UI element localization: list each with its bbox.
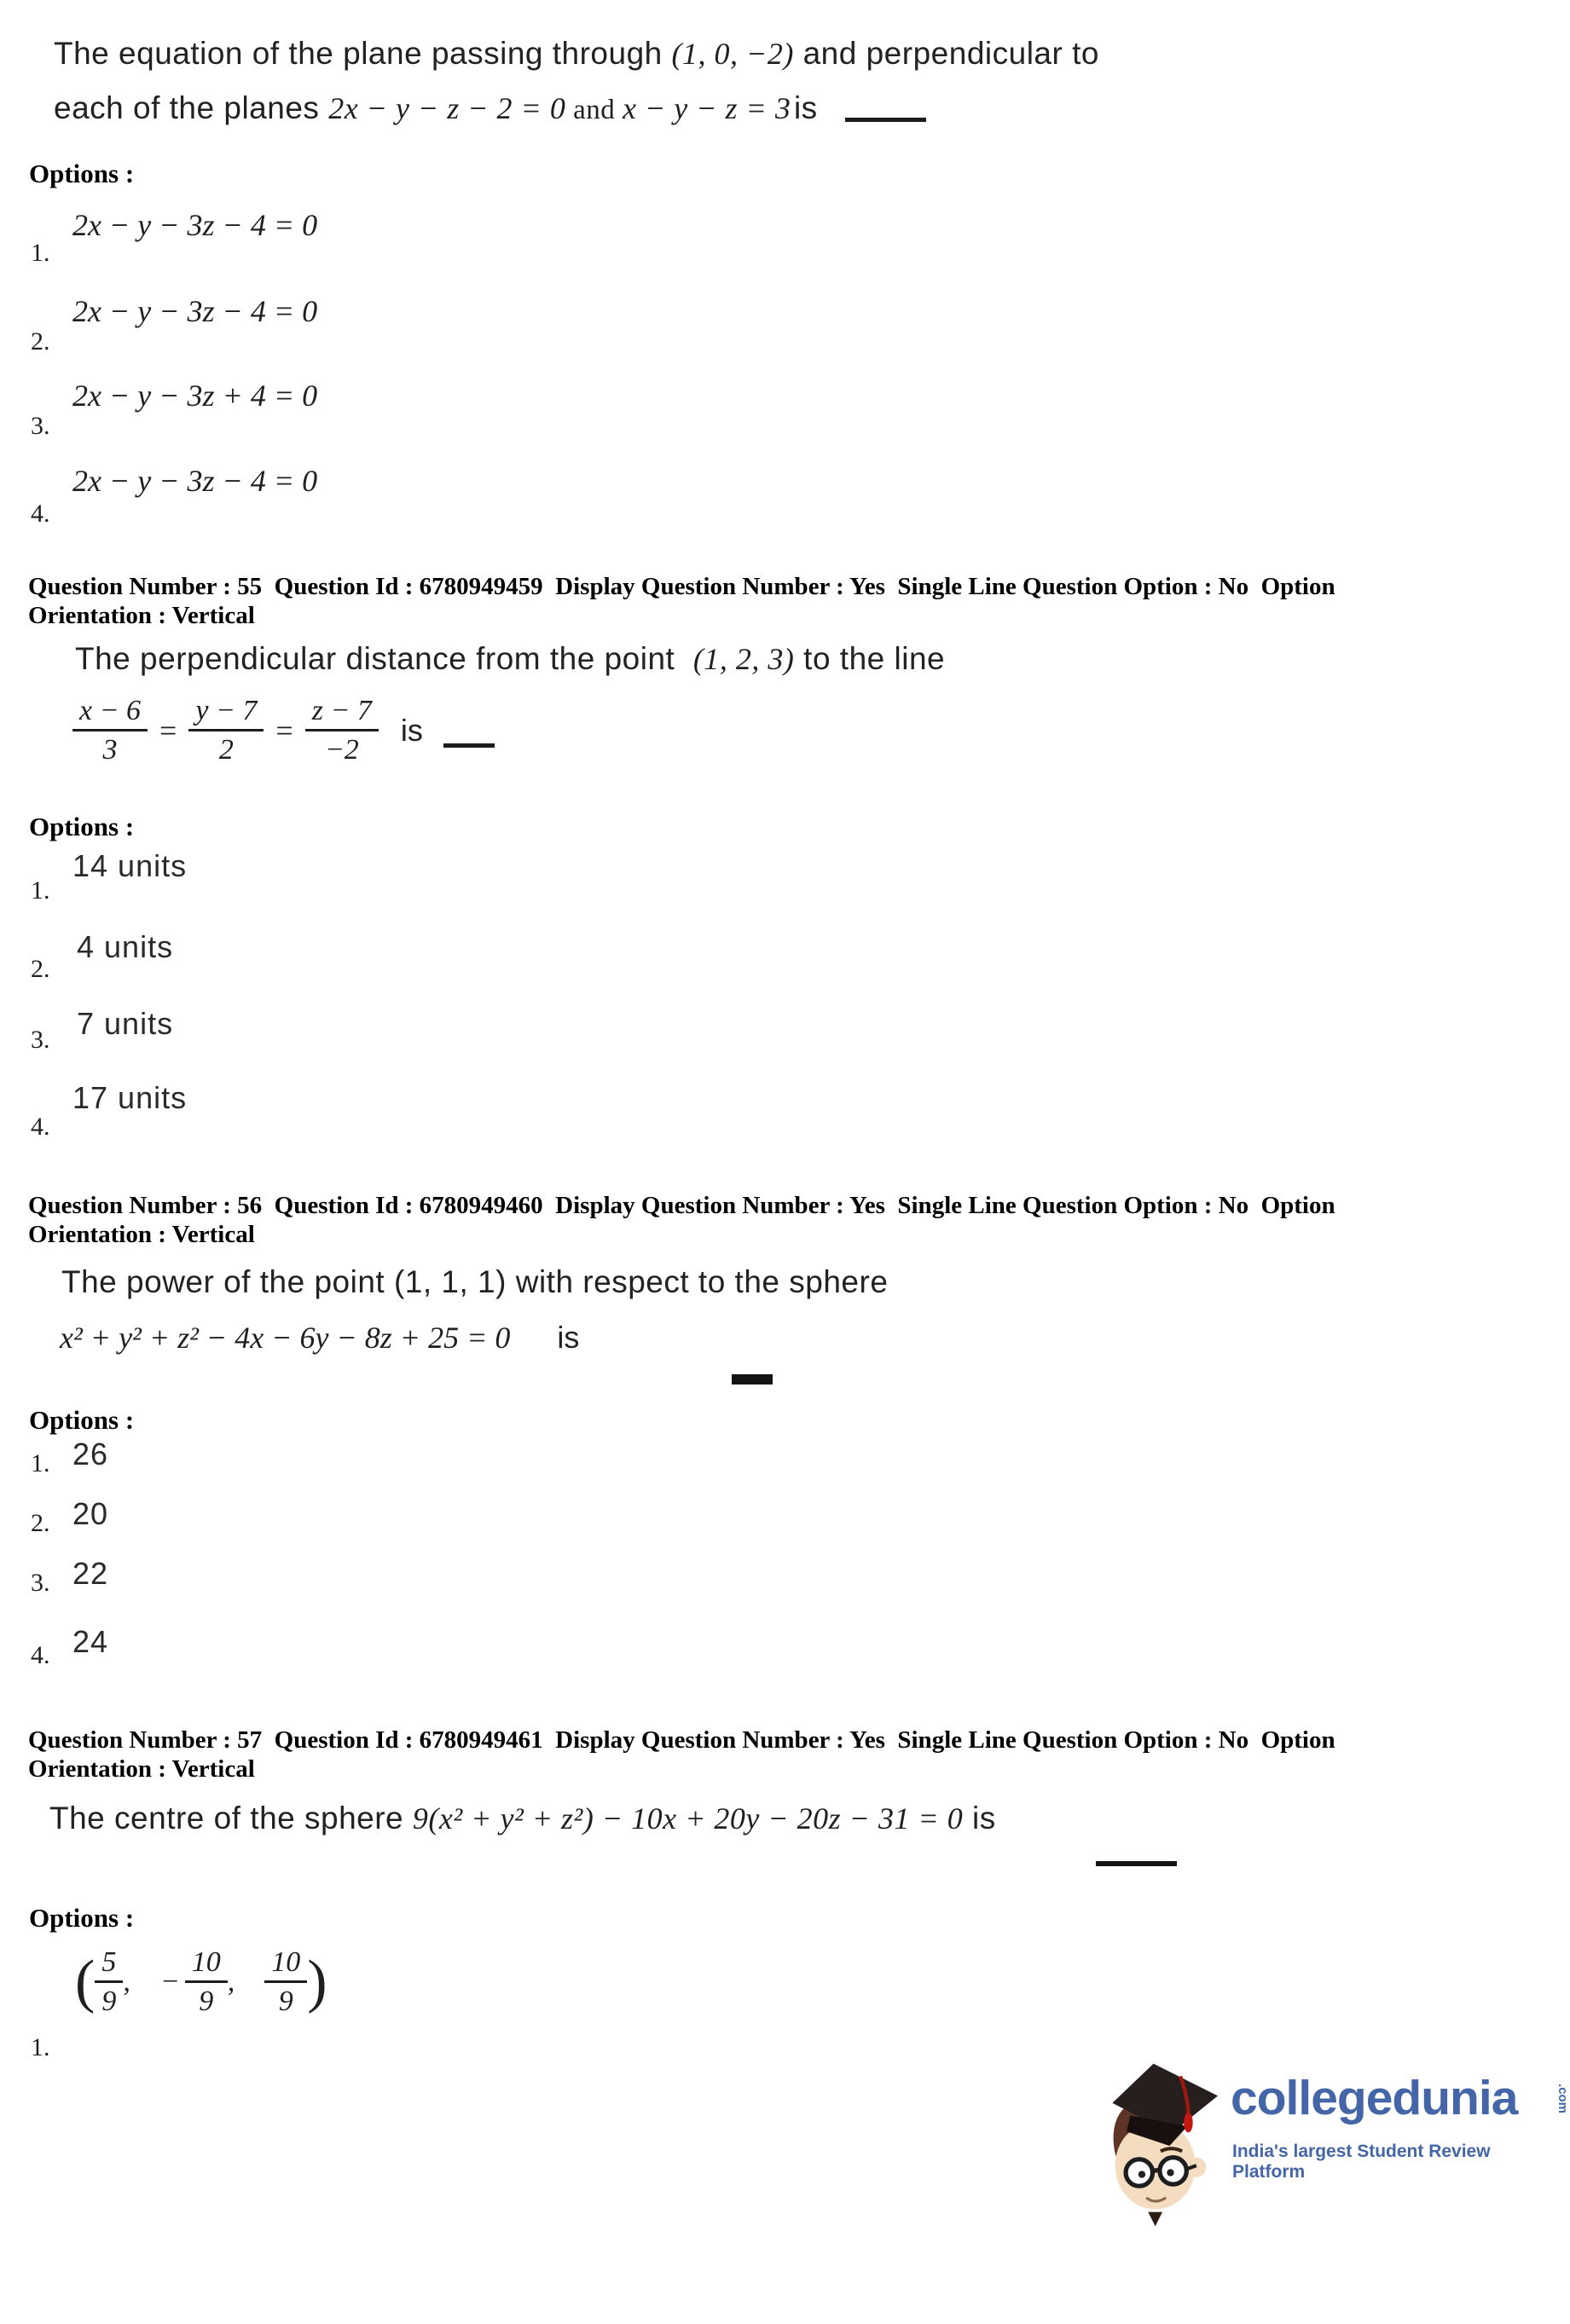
q54-option-3-equation: 2x − y − 3z + 4 = 0 (72, 379, 318, 413)
q55-fraction-y (188, 695, 264, 766)
q56-answer-blank (732, 1374, 773, 1385)
q55-meta-line1: Question Number : 55 Question Id : 6780949459 Display Question Number : Yes Single Line Question Option : No Option (28, 573, 1335, 600)
q55-option-2-number: 2. (31, 955, 50, 983)
q54-line2-math1: 2x − y − z − 2 = 0 (328, 91, 566, 125)
q55-frac-z-numerator: z − 7 (311, 695, 372, 726)
q55-frac-x-denominator: 3 (72, 729, 148, 766)
q54-line2 (54, 90, 926, 126)
q56-meta-line1: Question Number : 56 Question Id : 6780949460 Display Question Number : Yes Single Line Question Option : No Option (28, 1192, 1335, 1219)
q54-line1-pre: The equation of the plane passing through (54, 36, 672, 71)
q55-frac-z-denominator: −2 (305, 729, 379, 766)
q55-options-label: Options : (29, 812, 135, 841)
q55-option-3-number: 3. (31, 1026, 50, 1054)
q54-option-2-equation: 2x − y − 3z − 4 = 0 (72, 294, 318, 328)
q57-question (49, 1801, 996, 1836)
q55-question-post: to the line (794, 641, 946, 676)
q54-and-word: and (573, 95, 616, 125)
q57-frac-1 (95, 1946, 123, 2018)
q54-line1-math: (1, 0, −2) (671, 37, 794, 71)
q54-option-4-number: 3. (31, 412, 50, 440)
q55-option-4-text: 17 units (72, 1080, 188, 1115)
minus-sign: − (159, 1966, 180, 1997)
q55-meta-line2: Orientation : Vertical (28, 602, 255, 629)
q55-frac-x-numerator: x − 6 (79, 695, 142, 726)
comma: , (227, 1966, 250, 1997)
collegedunia-logo (1103, 2044, 1570, 2253)
q57-question-pre: The centre of the sphere (49, 1801, 413, 1835)
q57-frac-1-denominator: 9 (95, 1980, 123, 2018)
q57-meta-line1: Question Number : 57 Question Id : 6780949461 Display Question Number : Yes Single Line Question Option : No Option (28, 1726, 1335, 1754)
q56-question: The power of the point (1, 1, 1) with respect to the sphere (61, 1264, 889, 1299)
q57-answer-blank (1096, 1861, 1177, 1866)
q57-frac-3-denominator: 9 (264, 1980, 307, 2018)
q56-option-3-text: 22 (72, 1556, 109, 1591)
q57-option-1-value (75, 1946, 327, 2018)
q57-frac-1-numerator: 5 (101, 1946, 117, 1978)
logo-brand-text: collegedunia (1231, 2071, 1518, 2125)
q56-sphere-equation: x² + y² + z² − 4x − 6y − 8z + 25 = 0 (60, 1321, 511, 1355)
q55-question-point: (1, 2, 3) (692, 642, 795, 676)
q56-meta-line2: Orientation : Vertical (28, 1221, 255, 1248)
q55-is-word: is (400, 713, 423, 748)
q57-sphere-equation: 9(x² + y² + z²) − 10x + 20y − 20z − 31 = 0 (412, 1801, 964, 1835)
equals-sign: = (159, 714, 177, 748)
q54-option-4-number: 4. (31, 500, 50, 528)
q55-option-1-text: 14 units (72, 848, 188, 883)
q55-option-1-number: 1. (31, 876, 50, 905)
q56-equation-line (60, 1320, 579, 1356)
q56-option-1-number: 1. (31, 1449, 50, 1477)
logo-tagline: India's largest Student Review Platform (1232, 2142, 1491, 2182)
q57-options-label: Options : (29, 1903, 135, 1933)
q54-is-word: is (793, 90, 818, 125)
q57-option-1-number: 1. (31, 2033, 50, 2061)
q54-option-4-equation: 2x − y − 3z − 4 = 0 (72, 464, 318, 498)
logo-tld-text: .com (1556, 2084, 1570, 2114)
q55-answer-blank (443, 743, 495, 748)
q54-line2-pre: each of the planes (54, 90, 329, 125)
q54-answer-blank (845, 118, 926, 122)
q56-option-2-number: 2. (31, 1509, 50, 1537)
q56-option-4-text: 24 (72, 1624, 109, 1659)
q55-frac-y-numerator: y − 7 (195, 695, 258, 726)
q54-option-1-equation: 2x − y − 3z − 4 = 0 (72, 208, 318, 242)
q55-option-3-text: 7 units (77, 1006, 174, 1041)
q54-line1 (54, 36, 1099, 72)
q57-frac-2 (185, 1946, 228, 2018)
q57-frac-2-denominator: 9 (185, 1980, 228, 2018)
q56-option-1-text: 26 (72, 1437, 109, 1471)
q55-option-2-text: 4 units (77, 929, 174, 964)
q57-is-word: is (972, 1801, 996, 1835)
q57-meta-line2: Orientation : Vertical (28, 1755, 255, 1783)
q55-question-pre: The perpendicular distance from the point (75, 641, 693, 676)
q56-options-label: Options : (29, 1405, 135, 1435)
q56-option-2-text: 20 (72, 1496, 109, 1531)
q55-question (75, 641, 945, 677)
q55-fraction-z (305, 695, 379, 766)
q54-line2-math2: x − y − z = 3 (622, 91, 791, 125)
q55-line-equation (72, 695, 495, 766)
collegedunia-mascot-icon (1103, 2051, 1220, 2239)
open-paren: ( (75, 1949, 96, 2015)
q56-is-word: is (557, 1320, 580, 1355)
equals-sign: = (275, 714, 293, 748)
q54-line1-post: and perpendicular to (793, 36, 1099, 71)
q54-option-1-number: 1. (31, 239, 50, 267)
q55-frac-y-denominator: 2 (188, 729, 264, 766)
q55-fraction-x (72, 695, 148, 766)
q55-option-4-number: 4. (31, 1113, 50, 1141)
q56-option-4-number: 4. (31, 1641, 50, 1669)
close-paren: ) (307, 1949, 327, 2015)
q57-frac-3-numerator: 10 (271, 1946, 301, 1978)
q54-option-2-number: 2. (31, 327, 50, 356)
q57-frac-3 (264, 1946, 307, 2018)
q56-option-3-number: 3. (31, 1569, 50, 1597)
q54-options-label: Options : (29, 159, 135, 188)
comma: , (123, 1966, 145, 1997)
q57-frac-2-numerator: 10 (191, 1946, 221, 1978)
